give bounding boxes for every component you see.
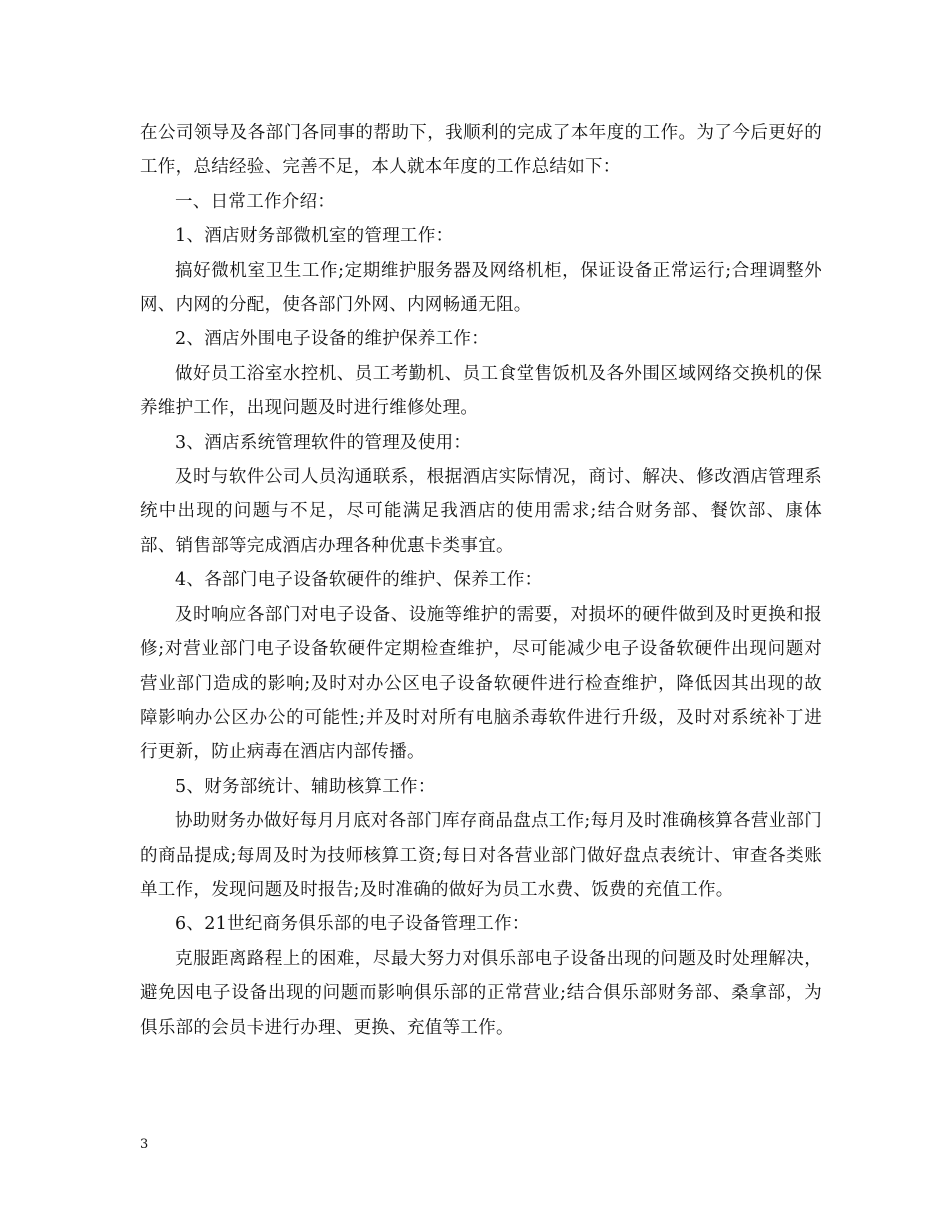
page-number: 3 <box>140 1137 149 1152</box>
item-body-1: 搞好微机室卫生工作;定期维护服务器及网络机柜，保证设备正常运行;合理调整外网、内网的分配，使各部门外网、内网畅通无阻。 <box>140 260 822 316</box>
section-heading-daily-work: 一、日常工作介绍： <box>175 191 336 212</box>
item-heading-1: 1、酒店财务部微机室的管理工作： <box>175 226 454 247</box>
item-heading-6: 6、21世纪商务俱乐部的电子设备管理工作： <box>175 914 530 935</box>
item-heading-3: 3、酒店系统管理软件的管理及使用： <box>175 432 472 453</box>
document-body <box>140 116 822 1045</box>
item-heading-5: 5、财务部统计、辅助核算工作： <box>175 776 436 797</box>
item-heading-2: 2、酒店外围电子设备的维护保养工作： <box>175 329 490 350</box>
intro-paragraph: 在公司领导及各部门各同事的帮助下，我顺利的完成了本年度的工作。为了今后更好的工作，总结经验、完善不足，本人就本年度的工作总结如下： <box>140 123 822 178</box>
item-heading-4: 4、各部门电子设备软硬件的维护、保养工作： <box>175 570 543 591</box>
item-body-3: 及时与软件公司人员沟通联系，根据酒店实际情况，商讨、解决、修改酒店管理系统中出现的问题与不足，尽可能满足我酒店的使用需求;结合财务部、餐饮部、康体部、销售部等完成酒店办理各种优惠卡类事宜。 <box>140 467 822 556</box>
item-body-4: 及时响应各部门对电子设备、设施等维护的需要，对损坏的硬件做到及时更换和报修;对营业部门电子设备软硬件定期检查维护，尽可能减少电子设备软硬件出现问题对营业部门造成的影响;及时对办公区电子设备软硬件进行检查维护，降低因其出现的故障影响办公区办公的可能性;并及时对所有电脑杀毒软件进行升级，及时对系统补丁进行更新，防止病毒在酒店内部传播。 <box>140 604 822 763</box>
item-body-5: 协助财务办做好每月月底对各部门库存商品盘点工作;每月及时准确核算各营业部门的商品提成;每周及时为技师核算工资;每日对各营业部门做好盘点表统计、审查各类账单工作，发现问题及时报告;及时准确的做好为员工水费、饭费的充值工作。 <box>140 811 822 900</box>
item-body-6: 克服距离路程上的困难，尽最大努力对俱乐部电子设备出现的问题及时处理解决，避免因电子设备出现的问题而影响俱乐部的正常营业;结合俱乐部财务部、桑拿部，为俱乐部的会员卡进行办理、更换、充值等工作。 <box>140 948 822 1038</box>
item-body-2: 做好员工浴室水控机、员工考勤机、员工食堂售饭机及各外围区域网络交换机的保养维护工作，出现问题及时进行维修处理。 <box>140 363 822 419</box>
